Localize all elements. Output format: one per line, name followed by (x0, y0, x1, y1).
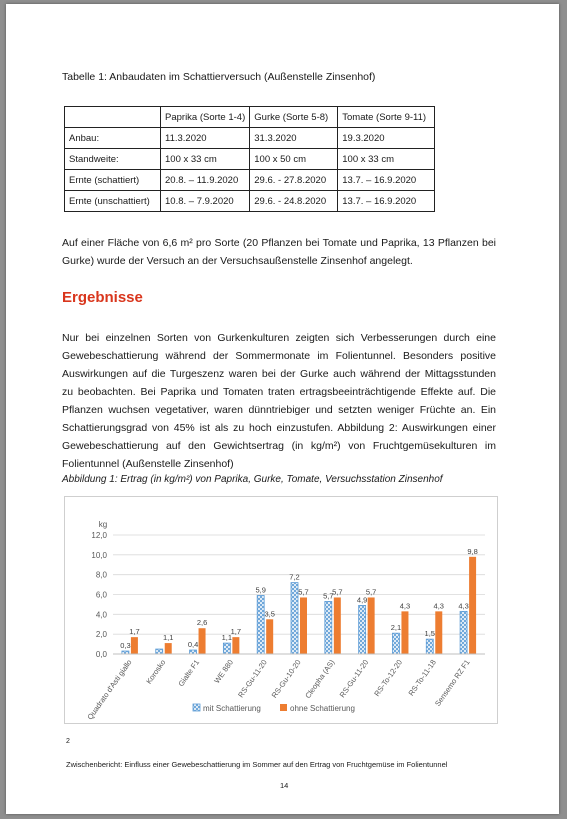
bar-ohne-schattierung (131, 637, 138, 654)
bar-mit-schattierung (190, 650, 197, 654)
bar-ohne-schattierung (266, 619, 273, 654)
section-heading: Ergebnisse (62, 289, 143, 306)
footnote-marker: 2 (66, 738, 70, 745)
bar-mit-schattierung (325, 601, 332, 654)
x-tick-label: Quadrato d'Asti giallo (85, 657, 134, 722)
table-cell: Ernte (unschattiert) (65, 191, 161, 212)
text-line: Pflanzen wuchsen vegetativer, waren dünntriebiger und setzten weniger Früchte an. Ein (62, 404, 496, 416)
data-label: 2,1 (390, 623, 402, 633)
table-header-cell (65, 107, 161, 128)
x-tick-label: RS-To-11-18 (406, 657, 438, 698)
x-tick-label: Gialte F1 (176, 657, 202, 689)
legend-label-mit-schattierung: mit Schattierung (203, 704, 261, 713)
table-cell: 10.8. – 7.9.2020 (161, 191, 250, 212)
bar-ohne-schattierung (300, 597, 307, 654)
table-header-cell: Tomate (Sorte 9-11) (338, 107, 435, 128)
bar-ohne-schattierung (469, 557, 476, 654)
x-tick-label: RS-Gu-10-20 (269, 657, 303, 700)
table-cell: 20.8. – 11.9.2020 (161, 170, 250, 191)
y-tick-label: 0,0 (95, 650, 107, 659)
data-label: 5,7 (365, 587, 377, 597)
yield-chart-svg (65, 497, 497, 723)
data-label: 4,3 (399, 601, 411, 611)
y-tick-label: 4,0 (95, 610, 107, 620)
bar-ohne-schattierung (165, 643, 172, 654)
data-label: 1,1 (163, 633, 174, 643)
y-tick-label: 6,0 (95, 590, 107, 600)
data-label: 9,8 (467, 546, 478, 556)
x-tick-label: RS-Gu-11-20 (337, 657, 371, 700)
bar-mit-schattierung (426, 639, 433, 654)
intro-paragraph (62, 234, 496, 270)
table-cell: 11.3.2020 (161, 128, 250, 149)
x-tick-label: WE 880 (212, 657, 236, 686)
data-label: 0,4 (187, 640, 199, 650)
data-label: 4,9 (356, 595, 368, 605)
table-cell: 13.7. – 16.9.2020 (338, 191, 435, 212)
page-footer: Zwischenbericht: Einfluss einer Gewebeschattierung im Sommer auf den Ertrag von Fruchtgemüse im Folientunnel (66, 760, 448, 769)
yield-chart (64, 496, 498, 724)
text-line: Auf einer Fläche von 6,6 m² pro Sorte (20 Pflanzen bei Tomate und Paprika, 13 Pflanzen bei (62, 237, 496, 249)
table-cell: 100 x 33 cm (161, 149, 250, 170)
bar-ohne-schattierung (368, 597, 375, 654)
table-row (65, 191, 435, 212)
bar-ohne-schattierung (232, 637, 239, 654)
table-header-cell: Paprika (Sorte 1-4) (161, 107, 250, 128)
text-line: Schattierungsgrad von 45% ist als zu hoch einzustufen. Abbildung 2: Auswirkungen einer (62, 422, 496, 434)
text-line: Folientunnel (Außenstelle Zinsenhof) (62, 458, 234, 470)
bar-ohne-schattierung (435, 611, 442, 654)
legend-label-ohne-schattierung: ohne Schattierung (290, 704, 355, 713)
data-label: 1,1 (221, 633, 233, 643)
data-label: 1,7 (129, 627, 140, 637)
data-label: 4,3 (458, 601, 469, 611)
y-tick-label: 12,0 (91, 531, 107, 540)
data-label: 4,3 (433, 601, 444, 611)
bar-mit-schattierung (156, 649, 163, 654)
data-label: 7,2 (289, 572, 300, 582)
page-number: 14 (280, 781, 289, 790)
cultivation-table (64, 106, 435, 212)
text-line: Gurke) wurde der Versuch an der Versuchsaußenstelle Zinsenhof angelegt. (62, 255, 413, 267)
table-header-row (65, 107, 435, 128)
bar-ohne-schattierung (401, 611, 408, 654)
bar-mit-schattierung (291, 583, 298, 654)
y-tick-label: 8,0 (95, 570, 107, 580)
bar-mit-schattierung (223, 643, 230, 654)
table-cell: 29.6. - 27.8.2020 (250, 170, 338, 191)
data-label: 3,5 (264, 609, 275, 619)
data-label: 5,7 (323, 591, 334, 601)
text-line: Gewebeschattierung auf den Gewichtsertrag (in kg/m²) von Fruchtgemüsekulturen im (62, 440, 496, 452)
data-label: 2,6 (196, 618, 208, 628)
text-line: Nur bei einzelnen Sorten von Gurkenkulturen zeigten sich Verbesserungen durch eine (62, 332, 496, 344)
text-line: Gewebeschattierung während der Sommermonate im Folientunnel. Besonders positive (62, 350, 496, 362)
table-cell: 31.3.2020 (250, 128, 338, 149)
x-tick-label: Korosko (144, 657, 168, 686)
legend-swatch-ohne-schattierung (280, 704, 287, 711)
x-tick-label: Cleopha (AS) (303, 657, 337, 701)
bar-mit-schattierung (257, 595, 264, 654)
data-label: 5,9 (255, 585, 266, 595)
table-cell: Standweite: (65, 149, 161, 170)
bar-ohne-schattierung (334, 597, 341, 654)
text-line: zu beobachten. Bei Paprika und Tomaten traten ertragsbeeinträchtigende Effekte auf. Die (62, 386, 496, 398)
bar-mit-schattierung (460, 611, 467, 654)
results-paragraph (62, 329, 496, 473)
data-label: 5,7 (332, 587, 343, 597)
bar-ohne-schattierung (199, 628, 206, 654)
y-tick-label: 10,0 (91, 550, 107, 560)
x-tick-label: Sensemo RZ F1 (433, 657, 472, 708)
bar-mit-schattierung (392, 633, 399, 654)
table-cell: Ernte (schattiert) (65, 170, 161, 191)
table-cell: 100 x 33 cm (338, 149, 435, 170)
data-label: 1,7 (230, 627, 242, 637)
table-caption: Tabelle 1: Anbaudaten im Schattierversuch (Außenstelle Zinsenhof) (62, 71, 376, 83)
text-line: Auswirkungen auf die Turgeszenz waren bei der Gurke auch während der Mittagsstunden (62, 368, 496, 380)
y-tick-label: 2,0 (95, 630, 107, 640)
table-header-cell: Gurke (Sorte 5-8) (250, 107, 338, 128)
table-cell: 29.6. - 24.8.2020 (250, 191, 338, 212)
table-cell: 19.3.2020 (338, 128, 435, 149)
x-tick-label: RS-Gu-11-20 (236, 657, 269, 700)
table-row (65, 170, 435, 191)
table-row (65, 128, 435, 149)
data-label: 1,5 (424, 629, 435, 639)
data-label: 0,3 (120, 641, 131, 651)
figure-caption: Abbildung 1: Ertrag (in kg/m²) von Paprika, Gurke, Tomate, Versuchsstation Zinsenhof (62, 474, 443, 485)
data-label: 5,7 (298, 587, 309, 597)
x-tick-label: RS-To-12-20 (372, 657, 405, 698)
table-cell: 13.7. – 16.9.2020 (338, 170, 435, 191)
table-row (65, 149, 435, 170)
table-cell: 100 x 50 cm (250, 149, 338, 170)
y-axis-label: kg (98, 520, 108, 529)
bar-mit-schattierung (359, 605, 366, 654)
table-cell: Anbau: (65, 128, 161, 149)
legend-swatch-mit-schattierung (193, 704, 200, 711)
